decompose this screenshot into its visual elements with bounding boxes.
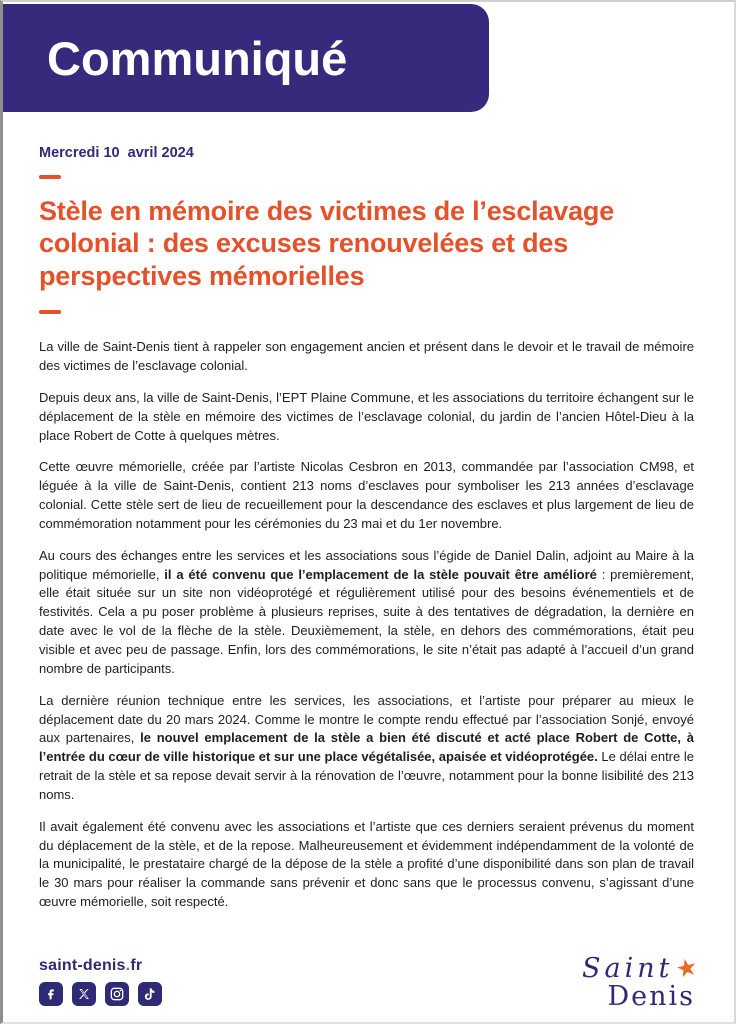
x-twitter-icon[interactable] <box>72 982 96 1006</box>
website-name: saint-denis <box>39 957 126 974</box>
paragraph: La ville de Saint-Denis tient à rappeler son engagement ancien et présent dans le devoir et le travail de mémoire des victimes de l’esclavage colonial. <box>39 339 694 374</box>
website-tld: fr <box>130 957 143 974</box>
accent-dash-top <box>39 175 61 179</box>
logo-word-saint: Saint★ <box>582 952 701 984</box>
footer-left <box>39 957 162 1006</box>
article-content <box>3 145 734 912</box>
paragraph: Il avait également été convenu avec les associations et l’artiste que ces derniers seraient prévenus du moment du déplacement de la stèle, et de la repose. Malheureusement et évidemment indépendamment de la volonté de la municipalité, le prestataire chargé de la dépose de la stèle a profité d’une disponibilité dans son plan de travail le 30 mars pour réaliser la commande sans prévenir et donc sans que le processus convenu, s’agissant d’une œuvre mémorielle, soit respecté. <box>39 818 694 910</box>
saint-denis-logo <box>582 952 701 1012</box>
paragraph: Cette œuvre mémorielle, créée par l’artiste Nicolas Cesbron en 2013, commandée par l’association CM98, et léguée à la ville de Saint-Denis, contient 213 noms d’esclaves pour symboliser les 213 années d’esclavage colonial. Cette stèle sert de lieu de recueillement pour la descendance des esclaves et plus largement de lieu de commémoration notamment pour les cérémonies du 23 mai et du 1er novembre. <box>39 459 694 531</box>
paragraph: La dernière réunion technique entre les services, les associations, et l’artiste pour préparer au mieux le déplacement date du 20 mars 2024. Comme le montre le compte rendu effectué par l’association Sonjé, envoyé aux partenaires, le nouvel emplacement de la stèle a bien été discuté et acté place Robert de Cotte, à l’entrée du cœur de ville historique et sur une place végétalisée, apaisée et vidéoprotégée. Le délai entre le retrait de la stèle et sa repose devait servir à la rénovation de l’œuvre, notamment pour la bonne lisibilité des 213 noms. <box>39 692 694 802</box>
paragraph: Depuis deux ans, la ville de Saint-Denis, l’EPT Plaine Commune, et les associations du territoire échangent sur le déplacement de la stèle en mémoire des victimes de l’esclavage colonial, du jardin de l’ancien Hôtel-Dieu à la place Robert de Cotte à quelques mètres. <box>39 389 694 443</box>
website-dot: . <box>125 957 131 974</box>
release-date: Mercredi 10 avril 2024 <box>39 145 194 161</box>
instagram-icon[interactable] <box>105 982 129 1006</box>
star-icon: ★ <box>673 952 701 984</box>
logo-word-denis: Denis <box>607 981 695 1012</box>
social-links <box>39 982 162 1006</box>
communique-banner <box>3 4 489 112</box>
article-body <box>39 338 694 912</box>
tiktok-icon[interactable] <box>138 982 162 1006</box>
paragraph: Au cours des échanges entre les services et les associations sous l’égide de Daniel Dalin, adjoint au Maire à la politique mémorielle, il a été convenu que l’emplacement de la stèle pouvait être amélioré : premièrement, elle était située sur un site non vidéoprotégé et régulièrement utilisé pour des besoins événementiels et de festivités. Cela a pu poser problème à plusieurs reprises, suite à des tentatives de dégradation, la dernière en date avec le vol de la flèche de la stèle. Deuxièmement, la stèle, en dehors des commémorations, était peu visible et avec peu de passage. Enfin, lors des commémorations, le site n’était pas adapté à l’accueil d’un grand nombre de participants. <box>39 547 694 676</box>
banner-title: Communiqué <box>47 31 348 85</box>
headline: Stèle en mémoire des victimes de l’esclavage colonial : des excuses renouvelées et des perspectives mémorielles <box>39 196 615 291</box>
accent-dash-bottom <box>39 310 61 314</box>
website-link[interactable] <box>39 957 142 975</box>
facebook-icon[interactable] <box>39 982 63 1006</box>
